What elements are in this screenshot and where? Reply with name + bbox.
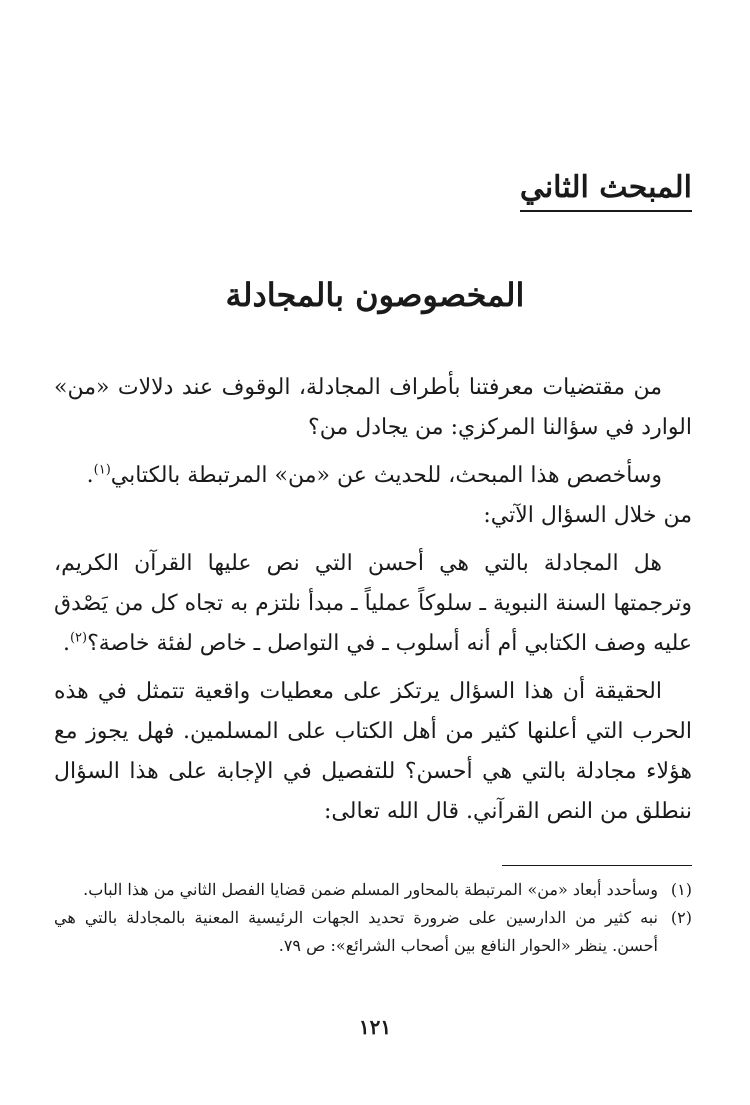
footnote-text: نبه كثير من الدارسين على ضرورة تحديد الجهات الرئيسية المعنية بالمجادلة بالتي هي أحسن. ينظر «الحوار النافع بين أصحاب الشرائع»: ص ٧٩.: [54, 908, 658, 955]
footnote-divider: [502, 865, 692, 866]
footnote-ref[interactable]: (٢): [69, 630, 88, 646]
paragraph-text: هل المجادلة بالتي هي أحسن التي نص عليها القرآن الكريم، وترجمتها السنة النبوية ـ سلوكاً عملياً ـ مبدأ نلتزم به تجاه كل من يَصْدق عليه وصف الكتابي أم أنه أسلوب ـ في التواصل ـ خاص لفئة خاصة؟: [54, 551, 692, 656]
chapter-title: المخصوصون بالمجادلة: [225, 276, 525, 314]
section-label: المبحث الثاني: [520, 168, 692, 212]
footnote-text: وسأحدد أبعاد «من» المرتبطة بالمحاور المسلم ضمن قضايا الفصل الثاني من هذا الباب.: [83, 880, 658, 899]
page-number: ١٢١: [358, 1015, 392, 1039]
body-text: [54, 368, 692, 840]
paragraph: الحقيقة أن هذا السؤال يرتكز على معطيات واقعية تتمثل في هذه الحرب التي أعلنها كثير من أهل الكتاب على المسلمين. فهل يجوز مع هؤلاء مجادلة بالتي هي أحسن؟ للتفصيل في الإجابة على هذا السؤال ننطلق من النص القرآني. قال الله تعالى:: [54, 679, 692, 824]
paragraph-end: .: [86, 463, 94, 488]
paragraph-end: .: [62, 631, 70, 656]
paragraph: من خلال السؤال الآتي:: [483, 503, 692, 528]
paragraph: [54, 456, 692, 496]
footnote-number: (١): [670, 880, 692, 899]
footnote-number: (٢): [670, 908, 692, 927]
footnotes: [54, 876, 692, 960]
footnote-ref[interactable]: (١): [93, 462, 111, 478]
paragraph: [54, 544, 692, 664]
paragraph: من مقتضيات معرفتنا بأطراف المجادلة، الوقوف عند دلالات «من» الوارد في سؤالنا المركزي: من يجادل من؟: [54, 375, 692, 440]
footnote: [54, 904, 692, 960]
footnote: [54, 876, 692, 904]
paragraph-text: وسأخصص هذا المبحث، للحديث عن «من» المرتبطة بالكتابي: [110, 463, 662, 488]
